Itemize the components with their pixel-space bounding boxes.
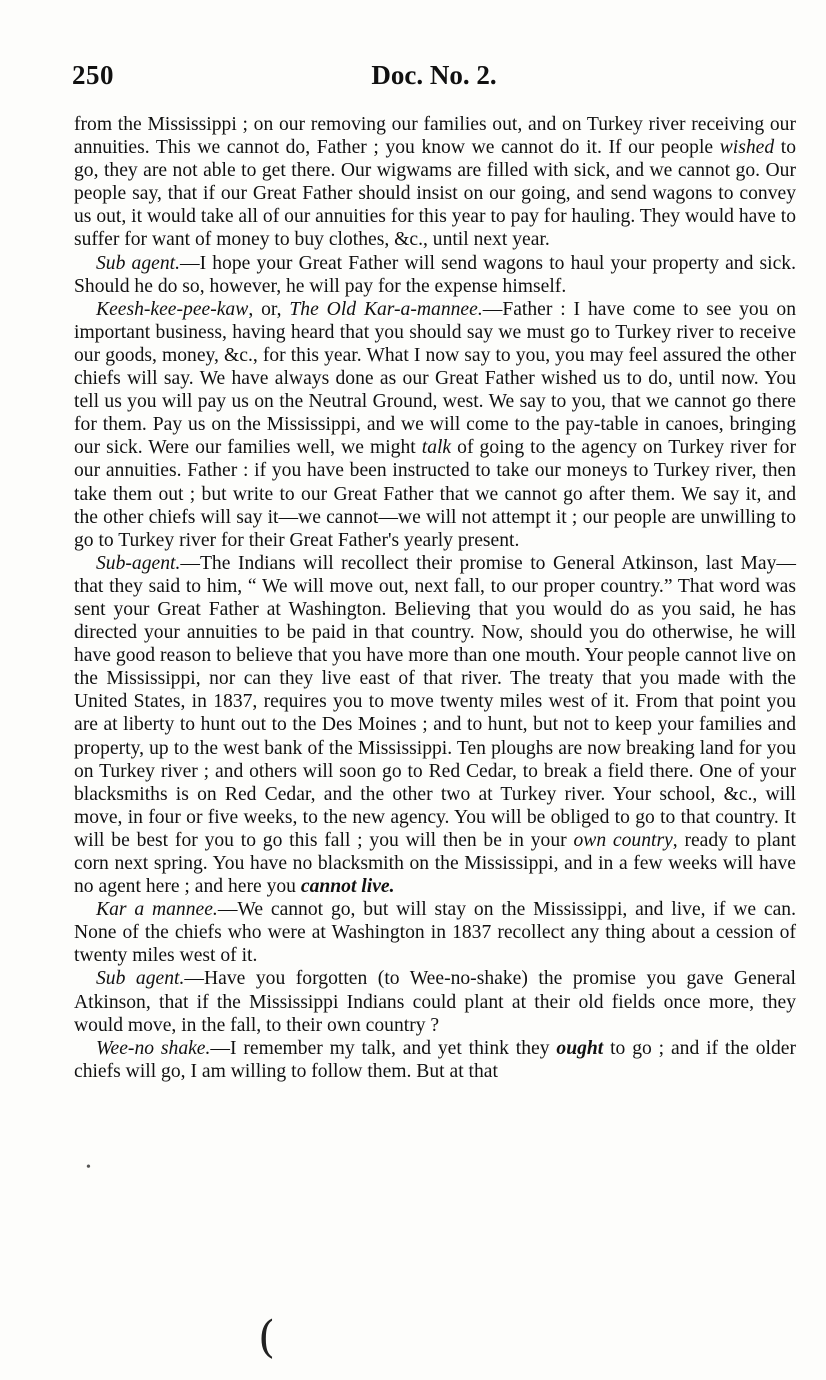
body-text [74, 113, 796, 1083]
emphasis-text: Sub-agent. [96, 552, 181, 574]
emphasis-text: cannot live. [300, 876, 395, 898]
emphasis-text: talk [421, 437, 452, 459]
paragraph [74, 1037, 796, 1083]
emphasis-text: ought [556, 1037, 604, 1059]
ink-speck: • [86, 1160, 91, 1175]
paragraph-text: of going to the agency on Turkey river for our annuities. Father : if you have been instructed to take our moneys to Turkey river, then take them out ; but write to our Great Father that we cannot go after them. We say it, and the other chiefs will say it—we cannot—we will not attempt it ; our people are unwilling to go to Turkey river for their Great Father's yearly present. [74, 437, 796, 551]
paragraph-text: from the Mississippi ; on our removing our families out, and on Turkey river receiving our annuities. This we cannot do, Father ; you know we cannot do it. If our people [74, 114, 796, 159]
paragraph-text: to go, they are not able to get there. Our wigwams are filled with sick, and we cannot go. Our people say, that if our Great Father should insist on our going, and send wagons to convey us out, it would take all of our annuities for this year to pay for hauling. They would have to suffer for want of money to buy clothes, &c., until next year. [74, 137, 797, 251]
paragraph [74, 113, 796, 252]
paragraph-text: —I hope your Great Father will send wagons to haul your property and sick. Should he do so, however, he will pay for the expense himself. [74, 252, 796, 297]
emphasis-text: Sub agent. [96, 968, 185, 990]
paragraph-text: —I remember my talk, and yet think they [210, 1037, 557, 1059]
running-head: Doc. No. 2. [371, 60, 497, 90]
paragraph-text: —Have you forgotten (to Wee-no-shake) the promise you gave General Atkinson, that if the Mississippi Indians could plant at their old fields once more, they would move, in the fall, to their own country ? [74, 968, 797, 1036]
page-header [72, 60, 796, 100]
emphasis-text: Keesh-kee-pee-kaw [96, 298, 249, 320]
paragraph [74, 298, 796, 552]
emphasis-text: Wee-no shake. [96, 1037, 211, 1059]
paragraph-text: , ready to plant corn next spring. You have no blacksmith on the Mississippi, and in a few weeks will have no agent here ; and here you [74, 829, 796, 898]
paragraph-text: to go ; and if the older chiefs will go, I am willing to follow them. But at that [74, 1037, 796, 1082]
emphasis-text: wished [719, 137, 775, 159]
page-number: 250 [72, 60, 114, 90]
paragraph-text: —The Indians will recollect their promise to General Atkinson, last May—that they said to him, “ We will move out, next fall, to our proper country.” That word was sent your Great Father at Washington. Believing that you would do as you said, he has directed your annuities to be paid in that country. Now, should you do otherwise, he will have good reason to believe that you have more than one mouth. Your people cannot live on the Mississippi, nor can they live east of that river. The treaty that you made with the United States, in 1837, requires you to move twenty miles west of it. From that point you are at liberty to hunt out to the Des Moines ; and to hunt, but not to keep your families and property, up to the west bank of the Mississippi. Ten ploughs are now breaking land for you on Turkey river ; and others will soon go to Red Cedar, to break a field there. One of your blacksmiths is on Red Cedar, and the other two at Turkey river. Your school, &c., will move, in four or five weeks, to the new agency. You will be obliged to go to that country. It will be best for you to go this fall ; you will then be in your [74, 552, 796, 851]
emphasis-text: Sub agent. [96, 252, 180, 274]
emphasis-text: The Old Kar-a-mannee. [289, 298, 483, 320]
paragraph [74, 552, 796, 898]
emphasis-text: Kar a mannee. [96, 899, 218, 921]
paragraph [74, 252, 796, 298]
paragraph-text: , or, [248, 298, 290, 320]
paragraph-text: —We cannot go, but will stay on the Mississippi, and live, if we can. None of the chiefs who were at Washington in 1837 recollect any thing about a cession of twenty miles west of it. [74, 899, 796, 967]
printer-mark: ( [258, 1312, 276, 1363]
emphasis-text: own country [573, 829, 673, 851]
paragraph-text: —Father : I have come to see you on important business, having heard that you should say we must go to Turkey river to receive our goods, money, &c., for this year. What I now say to you, you may feel assured the other chiefs will say. We have always done as our Great Father wished us to do, until now. You tell us you will pay us on the Neutral Ground, west. We say to you, that we cannot go there for them. Pay us on the Mississippi, and we will come to the pay-table in canoes, bringing our sick. Were our families well, we might [74, 298, 796, 459]
paragraph [74, 898, 796, 967]
paragraph [74, 967, 796, 1036]
